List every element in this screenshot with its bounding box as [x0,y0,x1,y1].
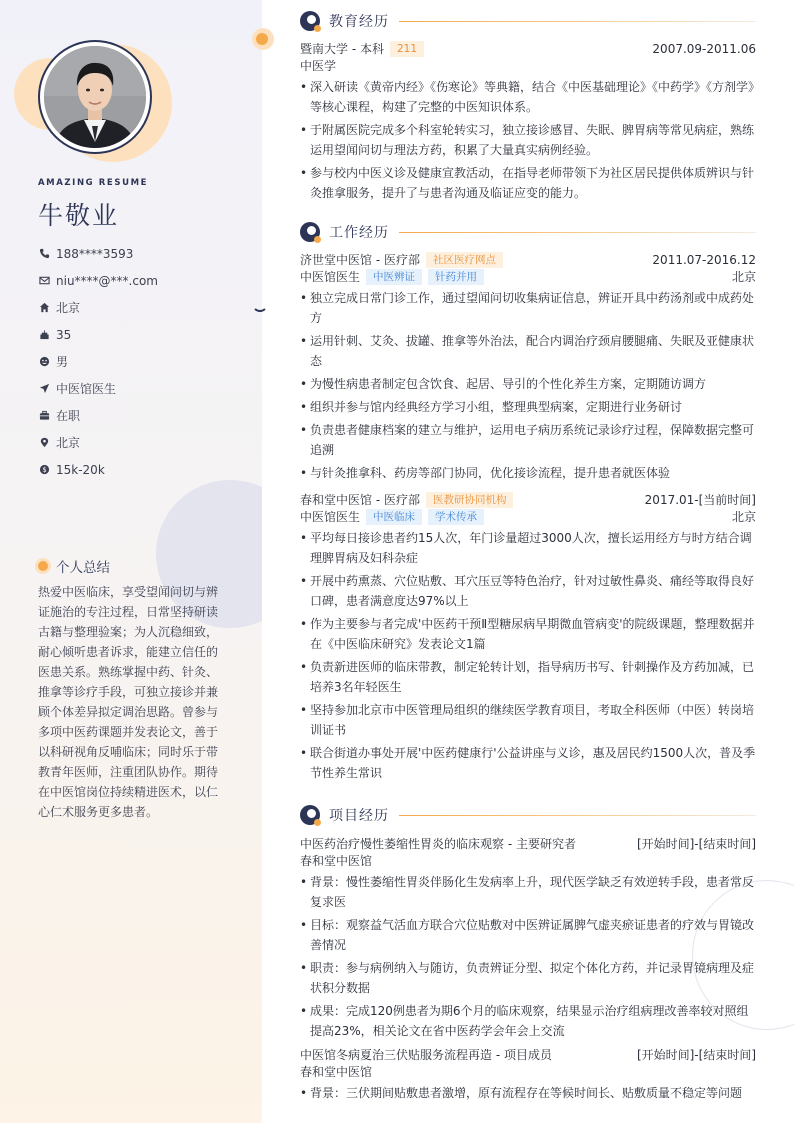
list-item: • 作为主要参与者完成'中医药干预Ⅱ型糖尿病早期微血管病变'的院级课题，整理数据并在《中医临床研究》发表论文1篇 [300,614,756,654]
section-icon [300,11,320,31]
project-bullets [300,872,756,1041]
list-item: • 坚持参加北京市中医管理局组织的继续医学教育项目，考取全科医师（中医）转岗培训证书 [300,700,756,740]
project-bullets [300,1083,756,1103]
work-title: 工作经历 [329,225,389,241]
list-item: • 成果：完成120例患者为期6个月的临床观察，结果显示治疗组病理改善率较对照组提高23%，相关论文在省中医药学会年会上交流 [300,1001,756,1041]
job-role-row [300,508,756,525]
education-major-row [300,57,756,74]
avatar-frame [38,40,152,154]
age: 35 [56,327,72,342]
skill-tag: 中医辨证 [366,269,422,285]
list-item: • 开展中药熏蒸、穴位贴敷、耳穴压豆等特色治疗，针对过敏性鼻炎、痛经等取得良好口碑，患者满意度达97%以上 [300,571,756,611]
education-title: 教育经历 [329,14,389,30]
email-address: niu****@***.com [56,273,158,288]
job-status: 在职 [56,409,81,423]
info-job-status [38,402,158,429]
project-entry [300,835,756,1044]
company-name: 春和堂中医馆 - 医疗部 [300,493,420,507]
job-city: 北京 [731,270,756,284]
job-period: 2011.07-2016.12 [652,252,756,267]
section-divider [399,232,756,233]
list-item: • 负责患者健康档案的建立与维护，运用电子病历系统记录诊疗过程，保障数据完整可追溯 [300,420,756,460]
list-item: • 于附属医院完成多个科室轮转实习，独立接诊感冒、失眠、脾胃病等常见病症，熟练运用望闻问切与理法方药，积累了大量真实病例经验。 [300,120,756,160]
skill-tag: 针药并用 [428,269,484,285]
section-icon [300,222,320,242]
project-header-row [300,1046,756,1063]
list-item: • 与针灸推拿科、药房等部门协同，优化接诊流程，提升患者就医体验 [300,463,756,483]
project-period: [开始时间]-[结束时间] [636,1048,756,1062]
education-header-row [300,40,756,57]
work-section-header [300,222,756,242]
job-header-row [300,491,756,508]
school-name: 暨南大学 - 本科 [300,42,384,56]
salary-icon [38,464,50,476]
work-entry [300,251,756,486]
project-header-row [300,835,756,852]
school-badge: 211 [390,41,424,57]
section-divider [399,21,756,22]
section-divider [399,815,756,816]
company-tag: 医教研协同机构 [426,492,514,508]
job-role: 中医馆医生 [300,510,361,524]
job-role: 中医馆医生 [300,270,361,284]
skill-tag: 中医临床 [366,509,422,525]
list-item: • 联合街道办事处开展'中医药健康行'公益讲座与义诊，惠及居民约1500人次，普及季节性养生常识 [300,743,756,783]
company-tag: 社区医疗网点 [426,252,503,268]
project-entry [300,1046,756,1106]
phone-icon [38,248,50,260]
briefcase-icon [38,410,50,422]
avatar [14,40,164,170]
project-org: 春和堂中医馆 [300,854,373,868]
tagline: AMAZING RESUME [38,178,149,188]
birthday-cake-icon [38,329,50,341]
info-email [38,267,158,294]
summary-title: 个人总结 [56,560,110,576]
job-header-row [300,251,756,268]
list-item: • 运用针刺、艾灸、拔罐、推拿等外治法，配合内调治疗颈肩腰腿痛、失眠及亚健康状态 [300,331,756,371]
education-period: 2007.09-2011.06 [652,41,756,56]
contact-info-list [38,240,158,483]
list-item: • 背景：慢性萎缩性胃炎伴肠化生发病率上升，现代医学缺乏有效逆转手段，患者常反复求医 [300,872,756,912]
svg-text:$: $ [41,465,47,474]
work-entry [300,491,756,786]
list-item: • 平均每日接诊患者约15人次，年门诊量超过3000人次，擅长运用经方与时方结合调理脾胃病及妇科杂症 [300,528,756,568]
target-position: 中医馆医生 [56,382,117,396]
list-item: • 负责新进医师的临床带教，制定轮转计划，指导病历书写、针刺操作及方药加减，已培养3名年轻医生 [300,657,756,697]
info-target-position [38,375,158,402]
project-org-row [300,852,756,869]
info-home [38,294,158,321]
education-entry [300,40,756,206]
education-section-header [300,11,756,31]
education-bullets [300,77,756,203]
list-item: • 独立完成日常门诊工作，通过望闻问切收集病证信息，辨证开具中药汤剂或中成药处方 [300,288,756,328]
job-role-row [300,268,756,285]
home-icon [38,302,50,314]
bullet-dot-icon [38,561,48,571]
candidate-name: 牛敬业 [38,201,120,230]
list-item: • 背景：三伏期间贴敷患者激增，原有流程存在等候时间长、贴敷质量不稳定等问题 [300,1083,756,1103]
job-bullets [300,288,756,483]
list-item: • 为慢性病患者制定包含饮食、起居、导引的个性化养生方案，定期随访调方 [300,374,756,394]
info-salary [38,456,158,483]
send-icon [38,383,50,395]
info-phone [38,240,158,267]
expected-salary: 15k-20k [56,462,105,477]
list-item: • 职责：参与病例纳入与随访，负责辨证分型、拟定个体化方药，并记录胃镜病理及症状积分数据 [300,958,756,998]
email-icon [38,275,50,287]
list-item: • 目标：观察益气活血方联合穴位贴敷对中医辨证属脾气虚夹瘀证患者的疗效与胃镜改善情况 [300,915,756,955]
job-city: 北京 [731,510,756,524]
project-name: 中医馆冬病夏治三伏贴服务流程再造 - 项目成员 [300,1048,552,1062]
company-name: 济世堂中医馆 - 医疗部 [300,253,420,267]
section-icon [300,805,320,825]
summary-heading [38,556,110,576]
project-section-header [300,805,756,825]
location-pin-icon [38,437,50,449]
info-target-city [38,429,158,456]
person-photo-icon [44,46,146,148]
list-item: • 组织并参与馆内经典经方学习小组，整理典型病案，定期进行业务研讨 [300,397,756,417]
sidebar [0,0,262,1123]
list-item: • 深入研读《黄帝内经》《伤寒论》等典籍，结合《中医基础理论》《中药学》《方剂学》等核心课程，构建了完整的中医知识体系。 [300,77,756,117]
project-name: 中医药治疗慢性萎缩性胃炎的临床观察 - 主要研究者 [300,837,576,851]
job-bullets [300,528,756,783]
main-content [262,0,794,1123]
profile-photo [44,46,146,148]
info-age [38,321,158,348]
target-city: 北京 [56,436,81,450]
home-city: 北京 [56,301,81,315]
gender-icon [38,356,50,368]
job-period: 2017.01-[当前时间] [644,493,756,507]
major: 中医学 [300,59,337,73]
project-org: 春和堂中医馆 [300,1065,373,1079]
info-gender [38,348,158,375]
list-item: • 参与校内中医义诊及健康宣教活动，在指导老师带领下为社区居民提供体质辨识与针灸推拿服务，提升了与患者沟通及临证应变的能力。 [300,163,756,203]
phone-number: 188****3593 [56,246,134,261]
project-period: [开始时间]-[结束时间] [636,837,756,851]
skill-tag: 学术传承 [428,509,484,525]
gender: 男 [56,355,69,369]
summary-text: 热爱中医临床，享受望闻问切与辨证施治的专注过程，日常坚持研读古籍与整理验案；为人沉稳细致，耐心倾听患者诉求，能建立信任的医患关系。熟练掌握中药、针灸、推拿等诊疗手段，可独立接诊并兼顾个体差异拟定调治思路。曾参与多项中医药课题并发表论文，善于以科研视角反哺临床；同时乐于带教青年医师，注重团队协作。期待在中医馆岗位持续精进医术，以仁心仁术服务更多患者。 [38,585,219,819]
project-org-row [300,1063,756,1080]
project-title: 项目经历 [329,808,389,824]
